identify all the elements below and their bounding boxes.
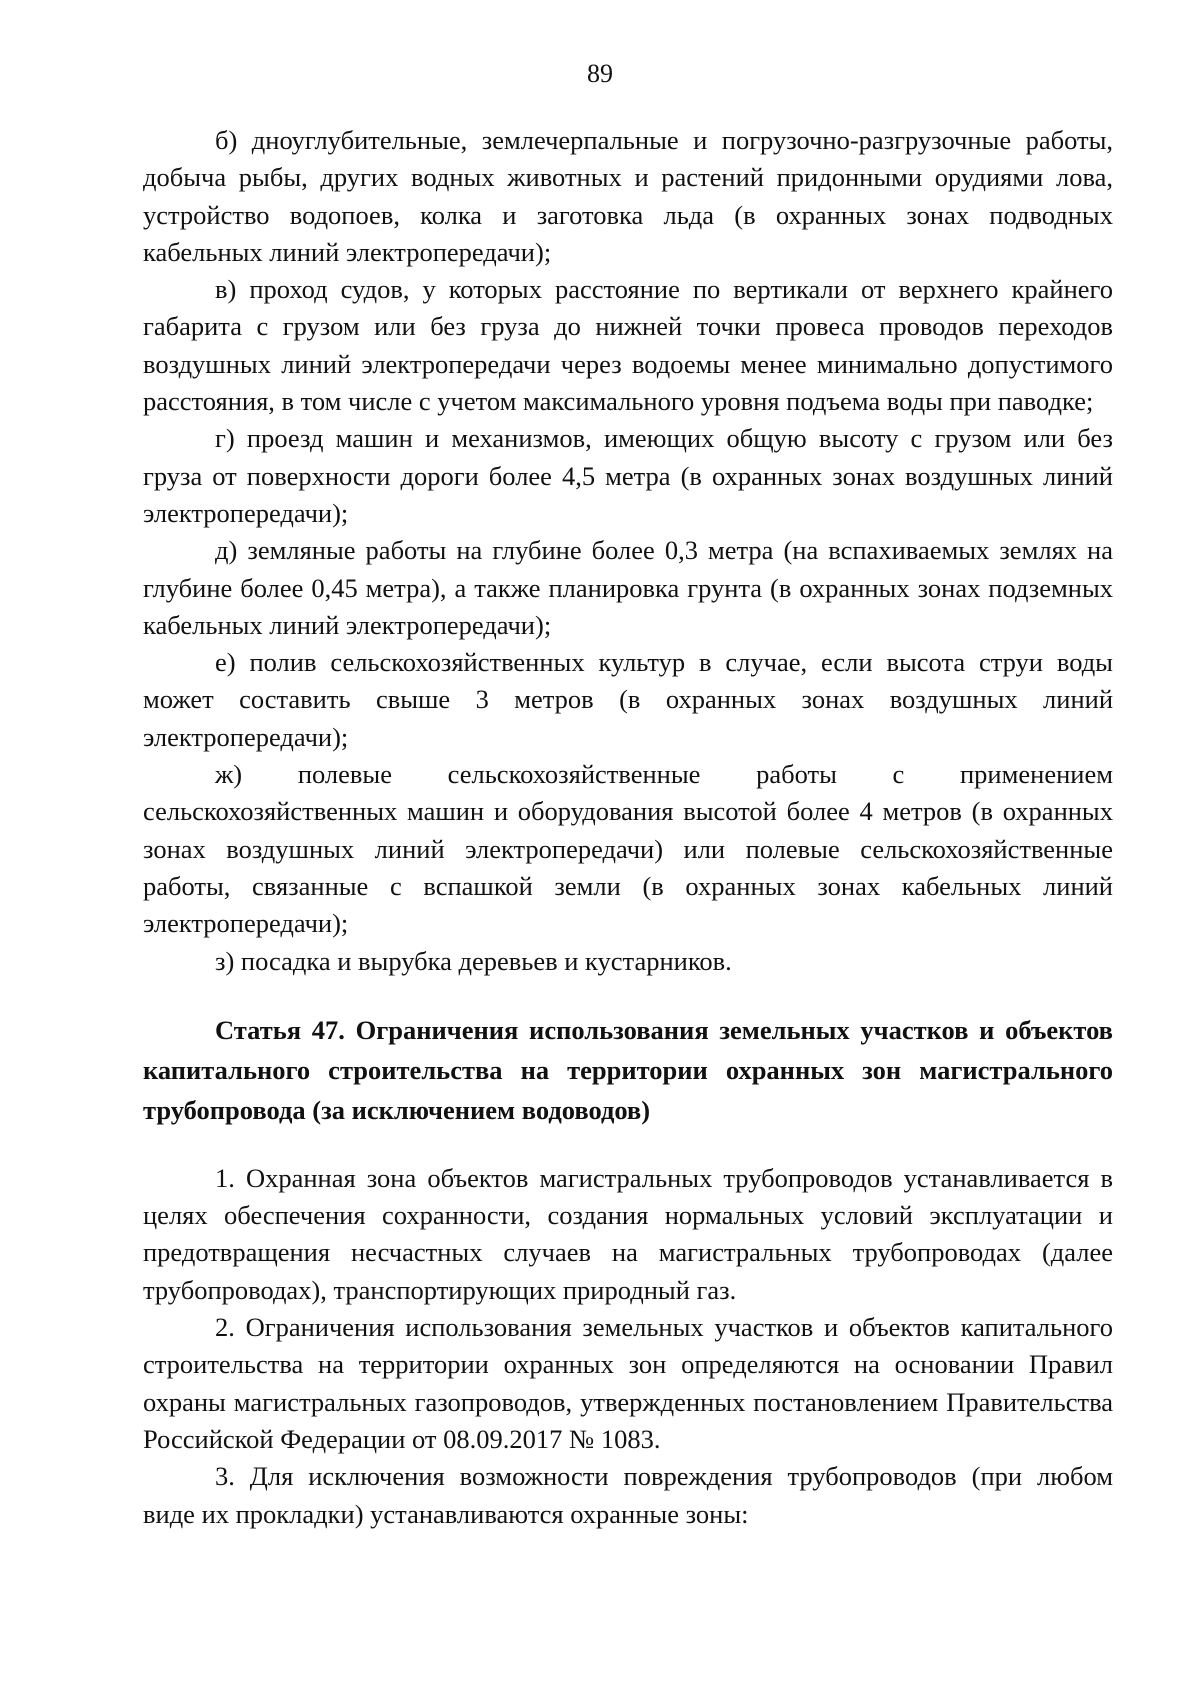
list-item-z: з) посадка и вырубка деревьев и кустарников. — [215, 945, 732, 976]
list-item-g: г) проезд машин и механизмов, имеющих общую высоту с грузом или без груза от поверхности дороги более 4,5 метра (в охранных зонах воздушных линий электропередачи); — [143, 423, 1113, 528]
page-number: 89 — [587, 59, 613, 88]
list-item-d: д) земляные работы на глубине более 0,3 метра (на вспахиваемых землях на глубине более 0,45 метра), а также планировка грунта (в охранных зонах подземных кабельных линий электропередачи); — [143, 535, 1113, 640]
page-content — [143, 122, 1113, 1533]
article-heading: Статья 47. Ограничения использования земельных участков и объектов капитального строительства на территории охранных зон магистрального трубопровода (за исключением водоводов) — [143, 1014, 1113, 1125]
list-item-zh: ж) полевые сельскохозяйственные работы с применением сельскохозяйственных машин и оборудования высотой более 4 метров (в охранных зонах воздушных линий электропередачи) или полевые сельскохозяйственные работы, связанные с вспашкой земли (в охранных зонах кабельных линий электропередачи); — [143, 759, 1113, 939]
list-item-v: в) проход судов, у которых расстояние по вертикали от верхнего крайнего габарита с грузом или без груза до нижней точки провеса проводов переходов воздушных линий электропередачи через водоемы менее минимально допустимого расстояния, в том числе с учетом максимального уровня подъема воды при паводке; — [143, 274, 1113, 417]
list-item-b: б) дноуглубительные, землечерпальные и погрузочно-разгрузочные работы, добыча рыбы, других водных животных и растений придонными орудиями лова, устройство водопоев, колка и заготовка льда (в охранных зонах подводных кабельных линий электропередачи); — [143, 125, 1113, 267]
list-item-e: е) полив сельскохозяйственных культур в случае, если высота струи воды может составить свыше 3 метров (в охранных зонах воздушных линий электропередачи); — [143, 647, 1113, 752]
article-paragraph-2: 2. Ограничения использования земельных участков и объектов капитального строительства на территории охранных зон определяются на основании Правил охраны магистральных газопроводов, утвержденных постановлением Правительства Российской Федерации от 08.09.2017 № 1083. — [143, 1312, 1113, 1454]
article-paragraph-1: 1. Охранная зона объектов магистральных трубопроводов устанавливается в целях обеспечения сохранности, создания нормальных условий эксплуатации и предотвращения несчастных случаев на магистральных трубопроводах (далее трубопроводах), транспортирующих природный газ. — [143, 1162, 1113, 1305]
article-paragraph-3: 3. Для исключения возможности повреждения трубопроводов (при любом виде их прокладки) устанавливаются охранные зоны: — [143, 1461, 1113, 1529]
